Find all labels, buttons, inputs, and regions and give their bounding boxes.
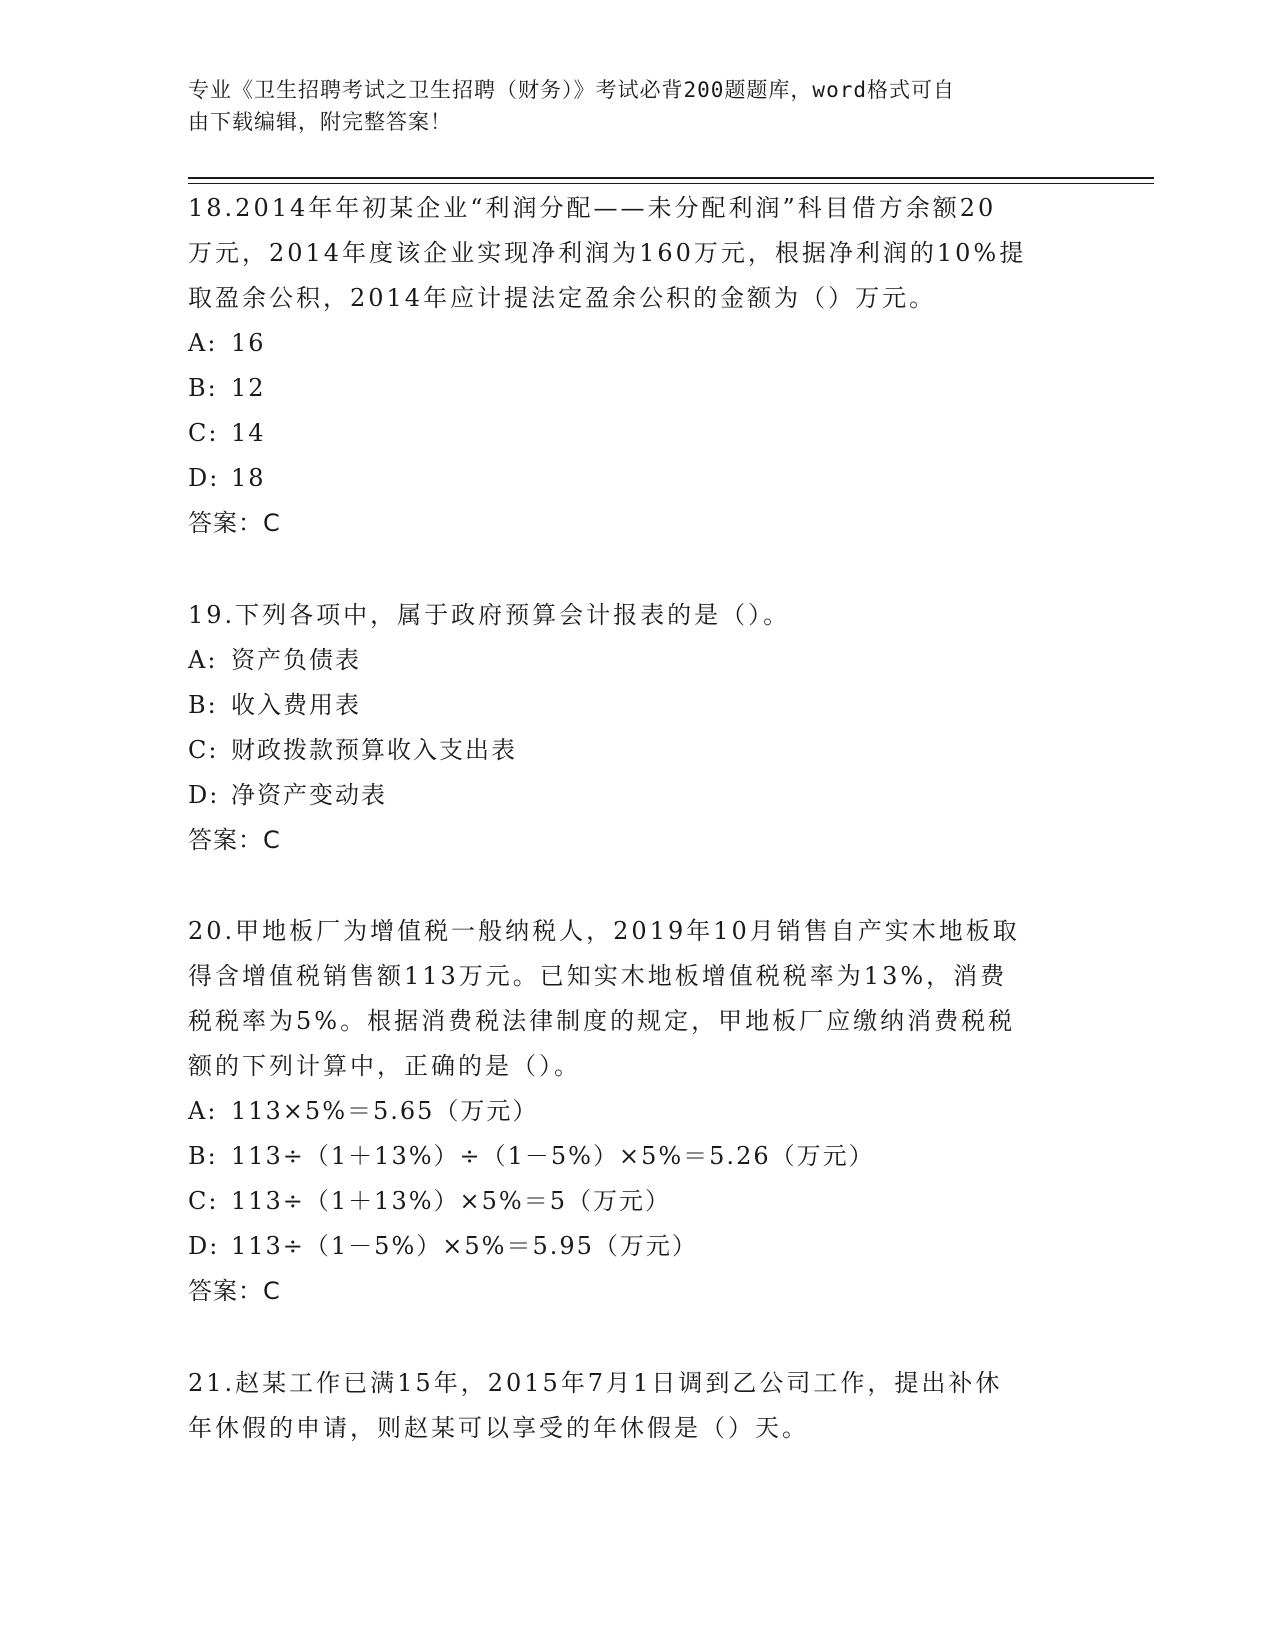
option-letter: D: bbox=[188, 464, 220, 492]
option-text: 资产负债表 bbox=[231, 646, 361, 674]
option-d bbox=[188, 773, 1088, 818]
option-text: 收入费用表 bbox=[231, 691, 361, 719]
option-text: 财政拨款预算收入支出表 bbox=[231, 736, 517, 764]
option-text: 18 bbox=[231, 464, 266, 492]
question-20 bbox=[188, 909, 1088, 1314]
question-19 bbox=[188, 593, 1088, 863]
question-stem-line: 18.2014年年初某企业“利润分配——未分配利润”科目借方余额20 bbox=[188, 194, 997, 222]
header-divider-thin bbox=[188, 183, 1154, 184]
option-text: 净资产变动表 bbox=[231, 781, 387, 809]
question-stem-line: 21.赵某工作已满15年，2015年7月1日调到乙公司工作，提出补休 bbox=[188, 1369, 1003, 1397]
answer-label: 答案：C bbox=[188, 826, 281, 854]
option-letter: A: bbox=[188, 329, 218, 357]
header-line: 由下载编辑，附完整答案！ bbox=[188, 110, 452, 134]
option-text: 113÷（1＋13%）÷（1－5%）×5%＝5.26（万元） bbox=[231, 1142, 875, 1170]
option-c bbox=[188, 728, 1088, 773]
question-stem-line: 年休假的申请，则赵某可以享受的年休假是（）天。 bbox=[188, 1414, 809, 1442]
question-stem-line: 万元，2014年度该企业实现净利润为160万元，根据净利润的10%提 bbox=[188, 239, 1027, 267]
option-d bbox=[188, 1224, 1088, 1269]
header-divider-thick bbox=[188, 177, 1154, 179]
option-text: 113÷（1－5%）×5%＝5.95（万元） bbox=[231, 1232, 698, 1260]
option-a bbox=[188, 1089, 1088, 1134]
question-stem-line: 得含增值税销售额113万元。已知实木地板增值税税率为13%，消费 bbox=[188, 962, 1008, 990]
header-line: 专业《卫生招聘考试之卫生招聘（财务）》考试必背200题题库，word格式可自 bbox=[188, 78, 955, 102]
question-18 bbox=[188, 186, 1088, 546]
option-letter: C: bbox=[188, 736, 219, 764]
option-b bbox=[188, 366, 1088, 411]
option-text: 16 bbox=[231, 329, 266, 357]
answer-label: 答案：C bbox=[188, 1277, 281, 1305]
question-21 bbox=[188, 1361, 1088, 1451]
option-text: 14 bbox=[231, 419, 266, 447]
option-a bbox=[188, 638, 1088, 683]
question-stem-line: 额的下列计算中，正确的是（）。 bbox=[188, 1052, 581, 1080]
option-text: 113×5%＝5.65（万元） bbox=[231, 1097, 539, 1125]
question-stem-line: 取盈余公积，2014年应计提法定盈余公积的金额为（）万元。 bbox=[188, 284, 937, 312]
option-d bbox=[188, 456, 1088, 501]
question-stem-line: 19.下列各项中，属于政府预算会计报表的是（）。 bbox=[188, 601, 791, 629]
document-header bbox=[188, 74, 1068, 138]
option-letter: B: bbox=[188, 1142, 218, 1170]
option-letter: C: bbox=[188, 1187, 219, 1215]
option-letter: D: bbox=[188, 781, 220, 809]
answer-label: 答案：C bbox=[188, 509, 281, 537]
option-letter: B: bbox=[188, 374, 218, 402]
option-text: 113÷（1＋13%）×5%＝5（万元） bbox=[231, 1187, 671, 1215]
option-c bbox=[188, 411, 1088, 456]
option-c bbox=[188, 1179, 1088, 1224]
option-letter: D: bbox=[188, 1232, 220, 1260]
option-letter: C: bbox=[188, 419, 219, 447]
option-text: 12 bbox=[231, 374, 266, 402]
option-a bbox=[188, 321, 1088, 366]
option-b bbox=[188, 683, 1088, 728]
option-b bbox=[188, 1134, 1088, 1179]
option-letter: A: bbox=[188, 646, 218, 674]
question-stem-line: 20.甲地板厂为增值税一般纳税人，2019年10月销售自产实木地板取 bbox=[188, 917, 1020, 945]
option-letter: B: bbox=[188, 691, 218, 719]
option-letter: A: bbox=[188, 1097, 218, 1125]
question-stem-line: 税税率为5%。根据消费税法律制度的规定，甲地板厂应缴纳消费税税 bbox=[188, 1007, 1016, 1035]
